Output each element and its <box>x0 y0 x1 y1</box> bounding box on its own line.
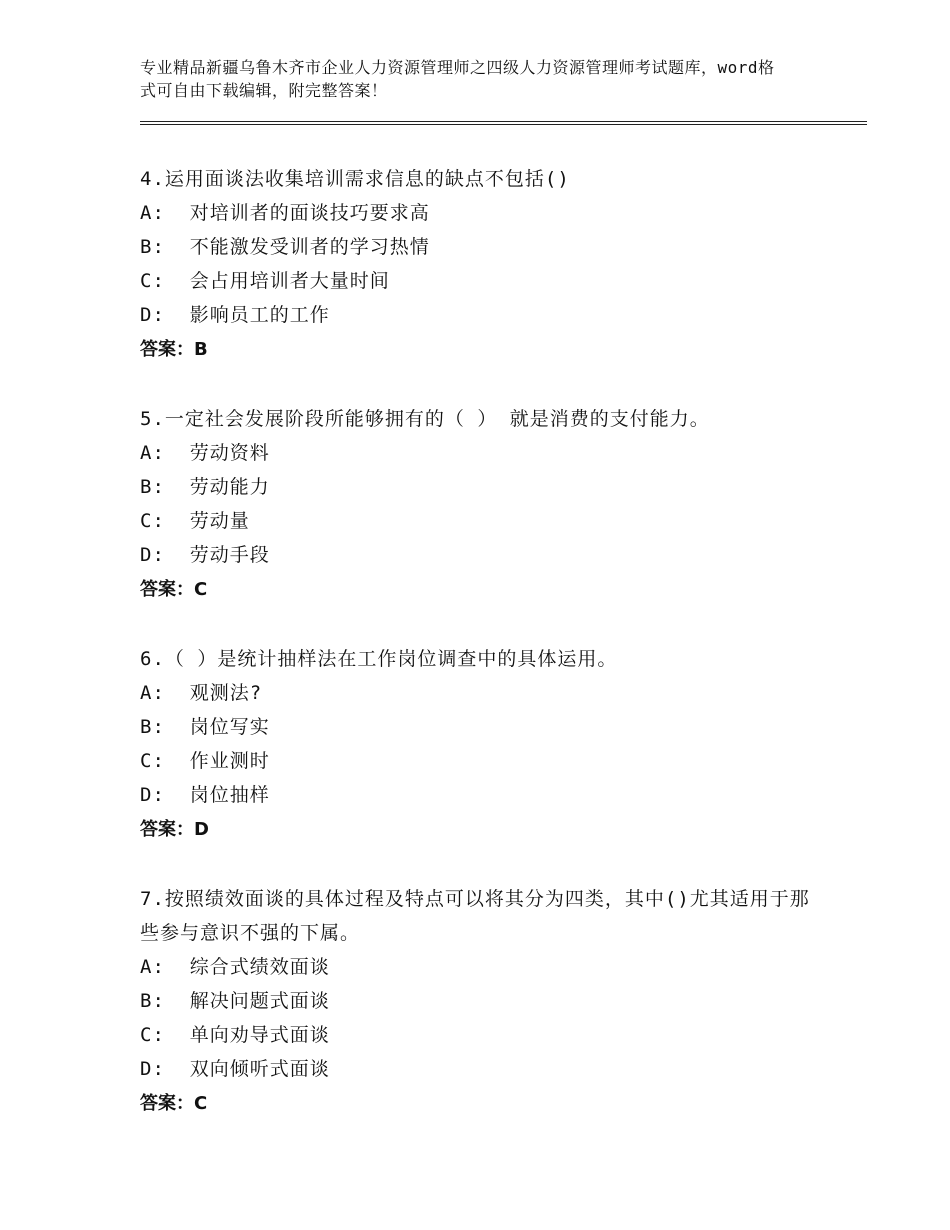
option-b: B: 劳动能力 <box>140 476 270 498</box>
option-c: C: 单向劝导式面谈 <box>140 1024 330 1046</box>
question-7 <box>140 882 820 1122</box>
question-stem: 5.一定社会发展阶段所能够拥有的（ ） 就是消费的支付能力。 <box>140 408 710 430</box>
document-header <box>140 56 780 102</box>
option-a: A: 劳动资料 <box>140 442 270 464</box>
option-b: B: 岗位写实 <box>140 716 270 738</box>
document-title: 专业精品新疆乌鲁木齐市企业人力资源管理师之四级人力资源管理师考试题库，word格式可自由下载编辑，附完整答案！ <box>140 58 775 100</box>
answer: 答案：C <box>140 1093 208 1114</box>
question-stem: 4.运用面谈法收集培训需求信息的缺点不包括() <box>140 168 570 190</box>
answer: 答案：D <box>140 819 209 840</box>
header-divider <box>140 121 867 125</box>
option-d: D: 劳动手段 <box>140 544 270 566</box>
option-a: A: 综合式绩效面谈 <box>140 956 330 978</box>
option-b: B: 解决问题式面谈 <box>140 990 330 1012</box>
question-4 <box>140 162 820 368</box>
option-c: C: 劳动量 <box>140 510 250 532</box>
option-d: D: 岗位抽样 <box>140 784 270 806</box>
option-a: A: 对培训者的面谈技巧要求高 <box>140 202 430 224</box>
option-c: C: 会占用培训者大量时间 <box>140 270 390 292</box>
question-list <box>140 162 820 1156</box>
answer: 答案：B <box>140 339 208 360</box>
answer: 答案：C <box>140 579 208 600</box>
question-stem: 6.（ ）是统计抽样法在工作岗位调查中的具体运用。 <box>140 648 618 670</box>
question-6 <box>140 642 820 848</box>
option-d: D: 双向倾听式面谈 <box>140 1058 330 1080</box>
option-a: A: 观测法? <box>140 682 263 704</box>
question-5 <box>140 402 820 608</box>
option-c: C: 作业测时 <box>140 750 270 772</box>
option-d: D: 影响员工的工作 <box>140 304 330 326</box>
option-b: B: 不能激发受训者的学习热情 <box>140 236 430 258</box>
question-stem: 7.按照绩效面谈的具体过程及特点可以将其分为四类，其中()尤其适用于那些参与意识不强的下属。 <box>140 888 810 944</box>
